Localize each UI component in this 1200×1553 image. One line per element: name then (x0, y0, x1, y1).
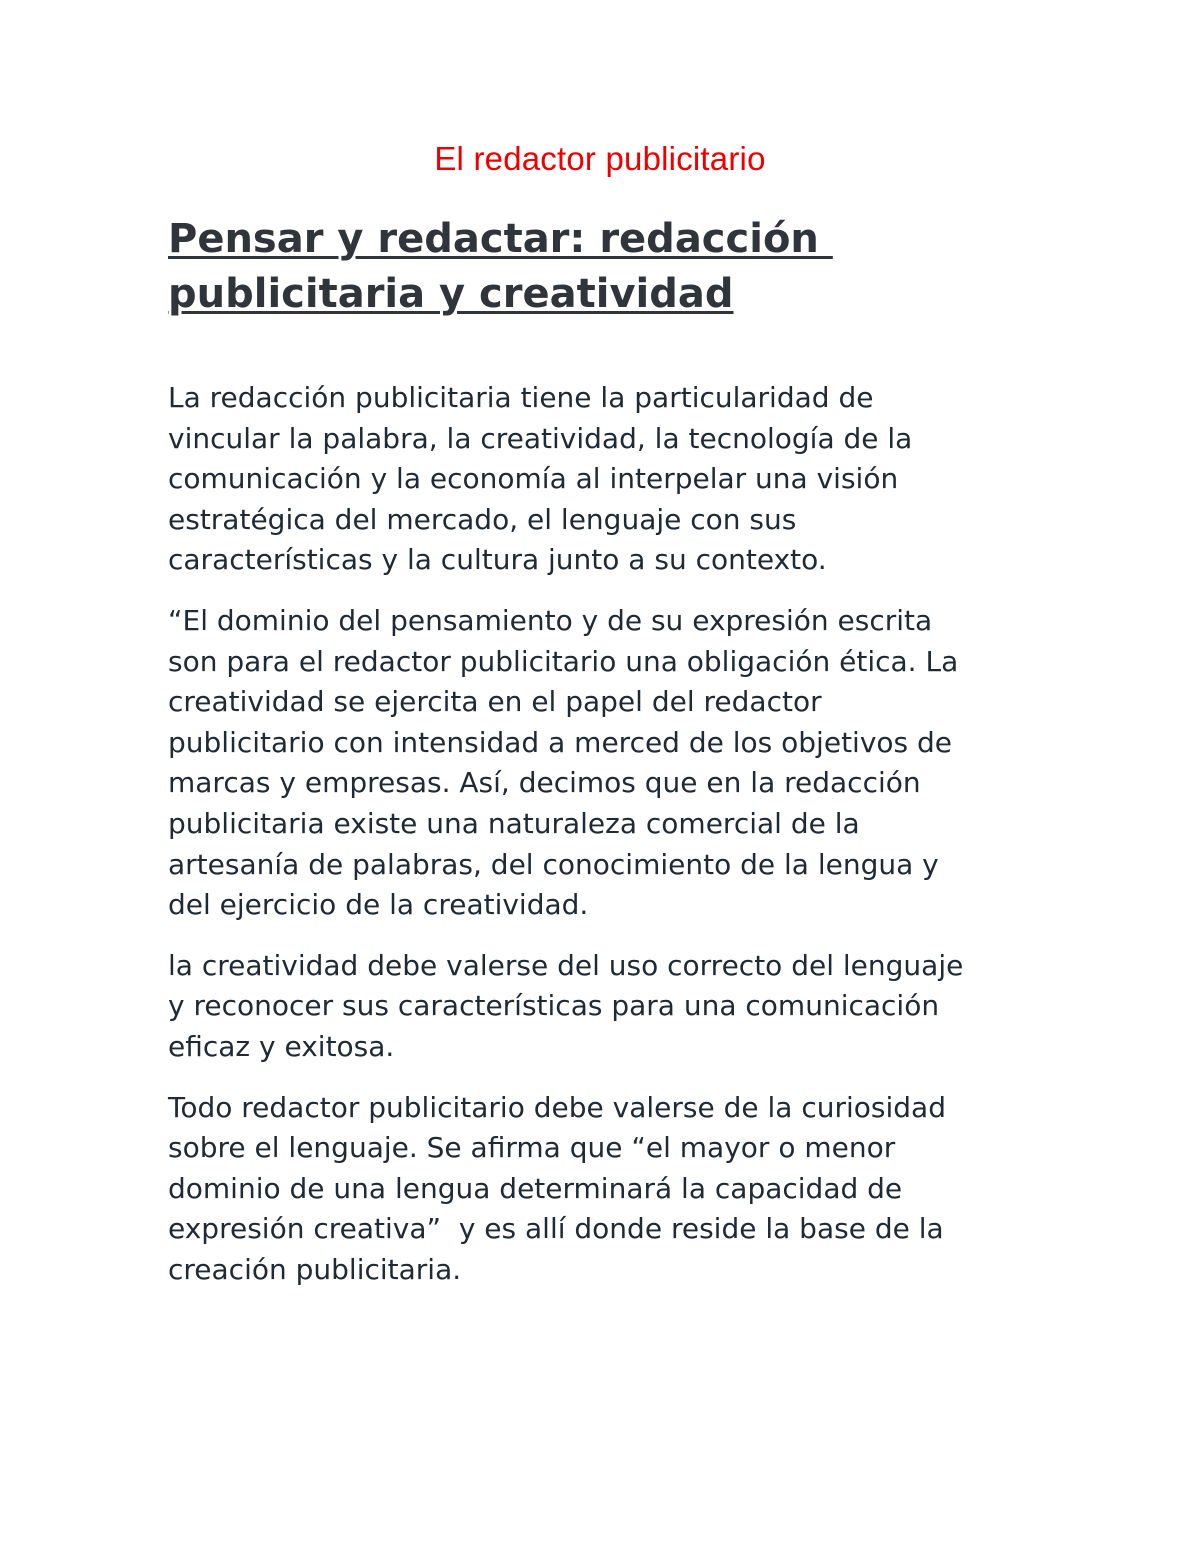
text-line: sobre el lenguaje. Se afirma que “el mayor o menor (168, 1131, 896, 1165)
paragraph-creativity (168, 946, 1068, 1068)
text-line: marcas y empresas. Así, decimos que en la redacción (168, 766, 921, 800)
text-line: publicitaria existe una naturaleza comercial de la (168, 806, 860, 840)
text-line: “El dominio del pensamiento y de su expresión escrita (168, 603, 933, 637)
text-line: características y la cultura junto a su contexto. (168, 543, 827, 577)
text-line: vincular la palabra, la creatividad, la tecnología de la (168, 421, 913, 455)
text-line: dominio de una lengua determinará la capacidad de (168, 1171, 903, 1205)
text-line: creación publicitaria. (168, 1252, 462, 1286)
section-heading (168, 212, 1068, 322)
text-line: del ejercicio de la creatividad. (168, 888, 589, 922)
section-heading-line: publicitaria y creatividad (168, 271, 734, 317)
section-heading-line: Pensar y redactar: redacción (168, 216, 833, 262)
text-line: eficaz y exitosa. (168, 1029, 395, 1063)
text-line: expresión creativa” y es allí donde reside la base de la (168, 1212, 944, 1246)
text-line: estratégica del mercado, el lenguaje con sus (168, 502, 797, 536)
text-line: la creatividad debe valerse del uso correcto del lenguaje (168, 948, 964, 982)
text-line: Todo redactor publicitario debe valerse de la curiosidad (168, 1090, 946, 1124)
text-line: comunicación y la economía al interpelar una visión (168, 462, 899, 496)
text-line: publicitario con intensidad a merced de los objetivos de (168, 725, 953, 759)
text-line: son para el redactor publicitario una obligación ética. La (168, 644, 959, 678)
text-line: La redacción publicitaria tiene la particularidad de (168, 381, 874, 414)
document-title: El redactor publicitario (434, 140, 766, 177)
document-body (168, 378, 1068, 1310)
paragraph-curiosity (168, 1088, 1068, 1291)
paragraph-quote (168, 601, 1068, 926)
text-line: y reconocer sus características para una comunicación (168, 989, 940, 1023)
text-line: creatividad se ejercita en el papel del redactor (168, 685, 822, 719)
paragraph-intro (168, 378, 1068, 581)
text-line: artesanía de palabras, del conocimiento de la lengua y (168, 847, 939, 881)
